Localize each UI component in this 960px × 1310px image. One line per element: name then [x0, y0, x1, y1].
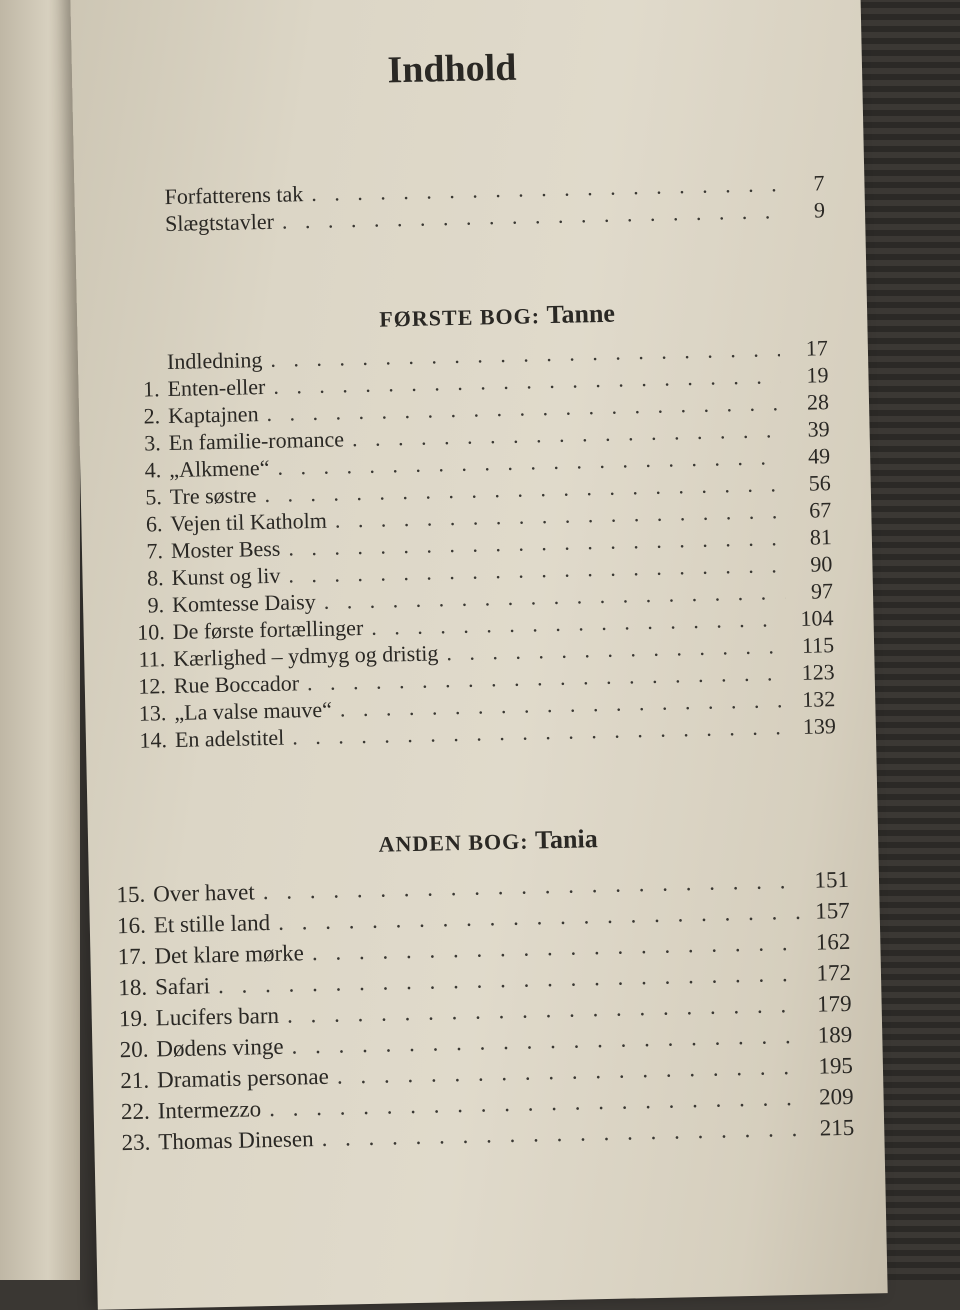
section-name: Tanne [546, 298, 616, 330]
section-prefix: ANDEN BOG: [378, 828, 529, 857]
section-name: Tania [534, 824, 598, 855]
toc-page-number: 179 [816, 990, 852, 1017]
chapter-number: 23. [121, 1129, 151, 1156]
toc-label: Enten-eller [167, 374, 266, 402]
toc-page-number: 115 [801, 632, 835, 658]
section-heading-book2 [158, 820, 818, 864]
toc-page-number: 104 [800, 605, 834, 631]
toc-label: Det klare mørke [154, 940, 305, 969]
toc-label: Rue Boccador [173, 670, 300, 698]
chapter-number: 11. [138, 646, 166, 672]
toc-page-number: 28 [806, 389, 830, 415]
chapter-number: 5. [145, 484, 163, 510]
chapter-number: 22. [120, 1098, 150, 1125]
toc-label: Intermezzo [157, 1096, 262, 1124]
toc-page-number: 139 [802, 713, 837, 739]
toc-page-number: 67 [809, 497, 832, 523]
toc-page-number: 162 [815, 928, 851, 955]
toc-label: Indledning [166, 347, 263, 375]
toc-page-number: 19 [806, 362, 829, 388]
toc-page-number: 39 [807, 416, 830, 442]
toc-page-number: 56 [808, 470, 831, 496]
chapter-number: 16. [116, 912, 147, 939]
toc-label: Moster Bess [170, 535, 281, 564]
toc-label: De første fortællinger [172, 615, 364, 644]
chapter-number: 2. [143, 403, 161, 429]
toc-label: Kaptajnen [167, 401, 259, 429]
left-page-edge [0, 0, 80, 1280]
chapter-number: 13. [138, 700, 167, 726]
toc-label: Tre søstre [169, 482, 257, 510]
toc-label: Safari [154, 973, 211, 1000]
book2-chapter-list [109, 864, 855, 1158]
toc-label: Vejen til Katholm [170, 507, 328, 537]
book1-chapter-list [123, 334, 836, 754]
toc-page-number: 172 [816, 959, 852, 986]
toc-page-number: 97 [810, 578, 834, 604]
book-page [70, 0, 888, 1310]
chapter-number: 4. [144, 457, 162, 483]
chapter-number: 21. [120, 1067, 150, 1094]
chapter-number: 12. [138, 673, 167, 699]
toc-label: Kærlighed – ydmyg og dristig [172, 640, 439, 671]
toc-label: Lucifers barn [155, 1002, 280, 1031]
toc-page-number: 209 [818, 1083, 854, 1110]
chapter-number: 9. [147, 592, 165, 618]
toc-page-number: 195 [818, 1052, 854, 1079]
toc-page-number: 90 [810, 551, 833, 577]
page-title: Indhold [387, 46, 517, 92]
chapter-number: 17. [117, 943, 147, 970]
section-prefix: FØRSTE BOG: [379, 303, 541, 332]
toc-page-number: 132 [801, 686, 836, 712]
toc-label: Kunst og liv [171, 562, 281, 591]
chapter-number: 7. [146, 538, 164, 564]
toc-page-number: 151 [814, 866, 850, 893]
toc-label: Komtesse Daisy [171, 588, 316, 617]
chapter-number: 3. [143, 430, 161, 456]
chapter-number: 18. [118, 974, 148, 1001]
toc-label: Thomas Dinesen [158, 1126, 314, 1155]
toc-label: „Alkmene“ [169, 454, 270, 483]
table-of-contents [102, 46, 855, 1156]
chapter-number: 10. [136, 619, 165, 645]
chapter-number: 1. [142, 376, 160, 402]
toc-page-number: 81 [809, 524, 833, 550]
toc-label: Forfatterens tak [164, 181, 304, 210]
toc-label: Over havet [152, 879, 255, 907]
toc-label: En familie-romance [168, 426, 345, 456]
chapter-number [123, 369, 167, 370]
toc-label: Dramatis personae [156, 1063, 330, 1093]
toc-page-number: 123 [801, 659, 835, 685]
toc-page-number: 157 [814, 897, 850, 924]
chapter-number: 14. [139, 727, 168, 753]
toc-label: Et stille land [153, 910, 271, 938]
toc-page-number: 49 [807, 443, 831, 469]
toc-label: Dødens vinge [156, 1033, 284, 1062]
chapter-number: 15. [116, 881, 146, 908]
front-matter [164, 169, 825, 237]
toc-page-number: 215 [819, 1114, 855, 1141]
toc-page-number: 7 [813, 170, 825, 196]
toc-page-number: 189 [817, 1021, 853, 1048]
chapter-number: 20. [119, 1036, 149, 1063]
toc-label: Slægtstavler [164, 208, 275, 237]
toc-label: „La valse mauve“ [174, 696, 333, 725]
section-heading-book1 [167, 294, 827, 338]
toc-label: En adelstitel [174, 724, 285, 752]
chapter-number: 6. [145, 511, 163, 537]
toc-page-number: 17 [805, 335, 829, 361]
chapter-number: 19. [118, 1005, 149, 1032]
chapter-number: 8. [146, 565, 164, 591]
toc-page-number: 9 [813, 197, 826, 223]
